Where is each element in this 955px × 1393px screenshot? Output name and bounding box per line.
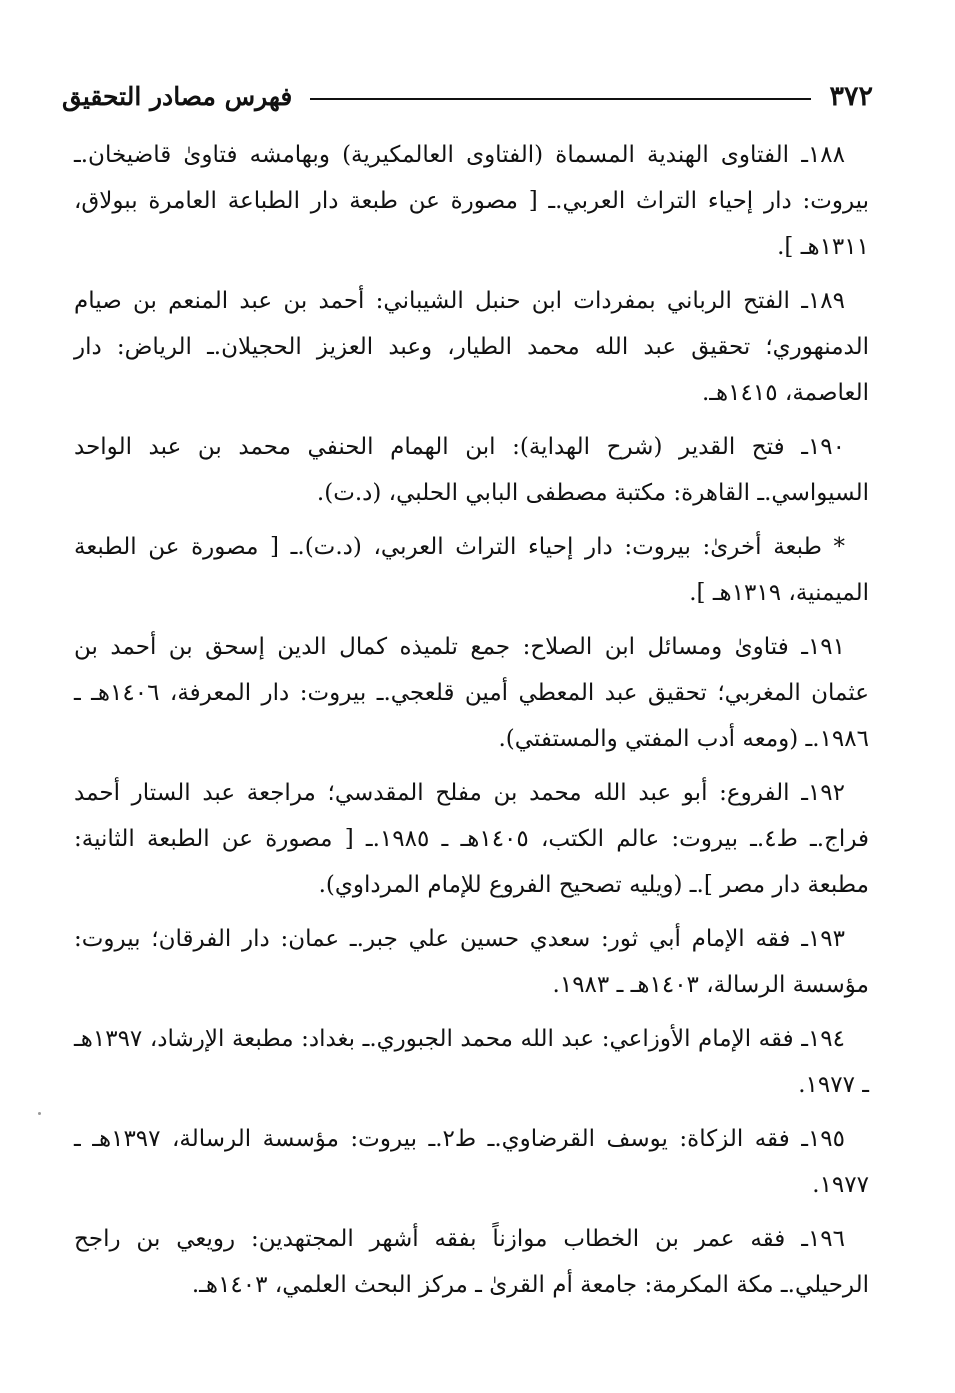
entry-text: طبعة أخرىٰ: بيروت: دار إحياء التراث العربي، (د.ت).ـ [ مصورة عن الطبعة الميمنية، ١٣١٩هـ ].	[74, 534, 869, 606]
entry-text: فتح القدير (شرح الهداية): ابن الهمام الحنفي محمد بن عبد الواحد السيواسي.ـ القاهرة: مكتبة مصطفى البابي الحلبي، (د.ت).	[74, 434, 869, 506]
entry-text: فتاوىٰ ومسائل ابن الصلاح: جمع تلميذه كمال الدين إسحق بن أحمد بن عثمان المغربي؛ تحقيق عبد المعطي أمين قلعجي.ـ بيروت: دار المعرفة، ١٤٠٦هـ ـ ١٩٨٦.ـ (ومعه أدب المفتي والمستفتي).	[74, 634, 870, 752]
page-number: ٣٧٢	[829, 80, 873, 112]
entry-number: ١٩٦ـ	[801, 1226, 845, 1252]
header-rule	[310, 98, 811, 100]
bibliography-entry	[74, 1216, 869, 1308]
bibliography-entries	[74, 132, 869, 1316]
bibliography-entry	[74, 624, 869, 762]
entry-text: فقه الإمام أبي ثور: سعدي حسين علي جبر.ـ عمان: دار الفرقان؛ بيروت: مؤسسة الرسالة، ١٤٠٣هـ ـ ١٩٨٣.	[74, 926, 869, 998]
bibliography-entry	[74, 1116, 869, 1208]
entry-text: فقه الزكاة: يوسف القرضاوي.ـ ط٢.ـ بيروت: مؤسسة الرسالة، ١٣٩٧هـ ـ ١٩٧٧.	[74, 1126, 869, 1198]
running-header	[62, 78, 873, 114]
bibliography-entry	[74, 524, 869, 616]
entry-number: ١٨٨ـ	[801, 142, 845, 168]
bibliography-entry	[74, 770, 869, 908]
entry-text: الفتح الرباني بمفردات ابن حنبل الشيباني: أحمد بن عبد المنعم بن صيام الدمنهوري؛ تحقيق عبد الله محمد الطيار، وعبد العزيز الحجيلان.ـ الرياض: دار العاصمة، ١٤١٥هـ.	[74, 288, 869, 406]
margin-speck	[38, 1112, 41, 1115]
entry-text: فقه عمر بن الخطاب موازناً بفقه أشهر المجتهدين: رويعي بن راجح الرحيلي.ـ مكة المكرمة: جامعة أم القرىٰ ـ مركز البحث العلمي، ١٤٠٣هـ.	[74, 1226, 869, 1298]
entry-number: ١٩٥ـ	[801, 1126, 845, 1152]
entry-number: ١٨٩ـ	[801, 288, 845, 314]
entry-text: فقه الإمام الأوزاعي: عبد الله محمد الجبوري.ـ بغداد: مطبعة الإرشاد، ١٣٩٧هـ ـ ١٩٧٧.	[74, 1026, 869, 1098]
bibliography-entry	[74, 132, 869, 270]
entry-number: ١٩٠ـ	[801, 434, 845, 460]
bibliography-entry	[74, 916, 869, 1008]
header-title: فهرس مصادر التحقيق	[62, 81, 293, 111]
bibliography-entry	[74, 1016, 869, 1108]
entry-number: *	[833, 534, 846, 560]
entry-text: الفروع: أبو عبد الله محمد بن مفلح المقدسي؛ مراجعة عبد الستار أحمد فراج.ـ ط٤.ـ بيروت: عالم الكتب، ١٤٠٥هـ ـ ١٩٨٥.ـ [ مصورة عن الطبعة الثانية: مطبعة دار مصر ].ـ (ويليه تصحيح الفروع للإمام المرداوي).	[74, 780, 870, 898]
bibliography-entry	[74, 424, 869, 516]
bibliography-entry	[74, 278, 869, 416]
entry-text: الفتاوى الهندية المسماة (الفتاوى العالمكيرية) وبهامشه فتاوىٰ قاضيخان.ـ بيروت: دار إحياء التراث العربي.ـ [ مصورة عن طبعة دار الطباعة العامرة ببولاق، ١٣١١هـ ].	[74, 142, 869, 260]
entry-number: ١٩١ـ	[801, 634, 845, 660]
entry-number: ١٩٢ـ	[801, 780, 845, 806]
entry-number: ١٩٤ـ	[801, 1026, 845, 1052]
entry-number: ١٩٣ـ	[801, 926, 846, 952]
